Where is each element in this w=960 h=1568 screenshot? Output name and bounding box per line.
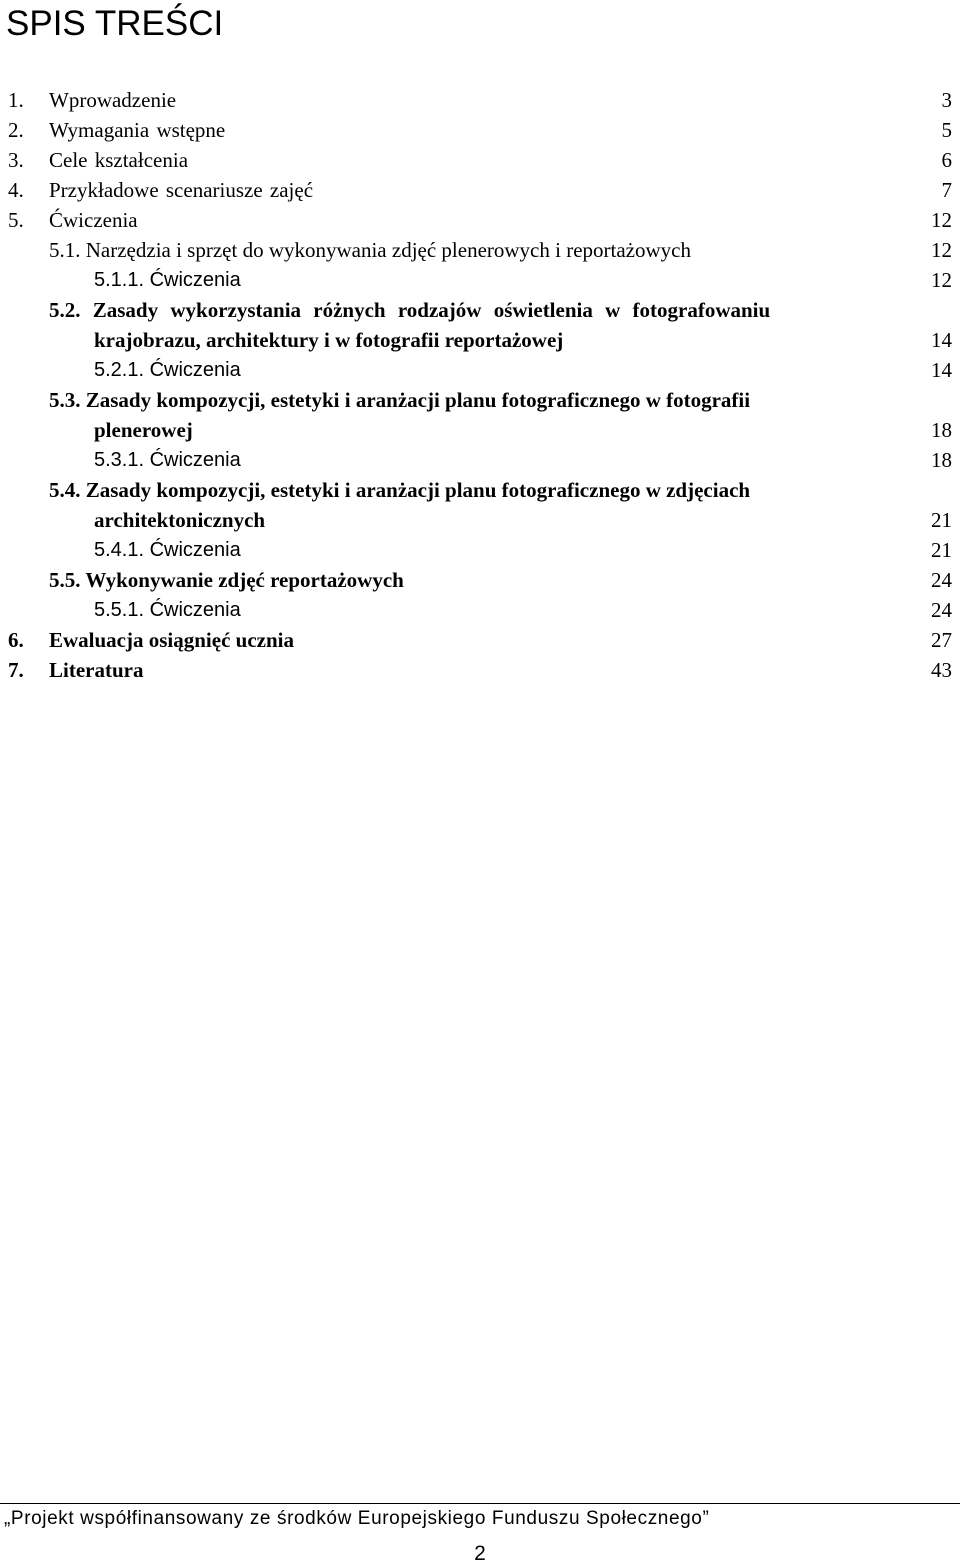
toc-entry-title: Literatura (49, 658, 144, 682)
toc-entry-number: 5. (8, 208, 24, 232)
toc-entry-5-1[interactable] (0, 235, 960, 265)
toc-entry-scenariusze[interactable] (0, 175, 960, 205)
toc-entry-5-5-1[interactable] (0, 595, 960, 625)
toc-entry-number: 1. (8, 88, 24, 112)
toc-entry-5-4[interactable] (0, 475, 960, 505)
toc-entry-5-4-continued[interactable] (0, 505, 960, 535)
toc-entry-page: 24 (931, 598, 952, 622)
toc-entry-title: 5.2. Zasady wykorzystania różnych rodzajów oświetlenia w fotografowaniu (49, 298, 771, 322)
toc-entry-5-5[interactable] (0, 565, 960, 595)
footer-divider (0, 1503, 960, 1504)
toc-entry-title: 5.1.1. Ćwiczenia (94, 269, 241, 291)
toc-entry-page: 14 (931, 328, 952, 352)
toc-entry-page: 3 (941, 88, 952, 112)
toc-entry-page: 14 (931, 358, 952, 382)
toc-entry-title: 5.3.1. Ćwiczenia (94, 449, 241, 471)
toc-entry-title: 5.1. Narzędzia i sprzęt do wykonywania zdjęć plenerowych i reportażowych (49, 238, 691, 262)
toc-entry-5-2-continued[interactable] (0, 325, 960, 355)
toc-entry-5-4-1[interactable] (0, 535, 960, 565)
toc-entry-title: 5.3. Zasady kompozycji, estetyki i aranżacji planu fotograficznego w fotografii (49, 388, 751, 412)
toc-entry-page: 43 (931, 658, 952, 682)
toc-entry-title: Przykładowe scenariusze zajęć (49, 178, 314, 202)
toc-entry-number: 4. (8, 178, 24, 202)
toc-entry-cele[interactable] (0, 145, 960, 175)
toc-entry-5-3-1[interactable] (0, 445, 960, 475)
footer-funding-note: „Projekt współfinansowany ze środków Europejskiego Funduszu Społecznego” (4, 1508, 710, 1529)
toc-entry-5-2-1[interactable] (0, 355, 960, 385)
toc-entry-title: Wprowadzenie (49, 88, 177, 112)
toc-entry-number: 7. (8, 658, 24, 682)
toc-entry-page: 12 (931, 268, 952, 292)
toc-entry-title: Wymagania wstępne (49, 118, 226, 142)
toc-entry-page: 6 (941, 148, 952, 172)
toc-entry-title: Ewaluacja osiągnięć ucznia (49, 628, 294, 652)
page-title: SPIS TREŚCI (6, 4, 224, 43)
toc-entry-title: 5.4.1. Ćwiczenia (94, 539, 241, 561)
toc-entry-page: 21 (931, 538, 952, 562)
toc-entry-title: Cele kształcenia (49, 148, 189, 172)
toc-entry-title: 5.5. Wykonywanie zdjęć reportażowych (49, 568, 404, 592)
toc-entry-5-1-1[interactable] (0, 265, 960, 295)
toc-entry-page: 12 (931, 208, 952, 232)
toc-entry-cwiczenia[interactable] (0, 205, 960, 235)
toc-entry-title: Ćwiczenia (49, 208, 138, 232)
toc-entry-ewaluacja[interactable] (0, 625, 960, 655)
toc-entry-5-3-continued[interactable] (0, 415, 960, 445)
toc-entry-literatura[interactable] (0, 655, 960, 685)
toc-entry-page: 12 (931, 238, 952, 262)
toc-entry-title: 5.5.1. Ćwiczenia (94, 599, 241, 621)
toc-entry-number: 3. (8, 148, 24, 172)
toc-entry-page: 18 (931, 418, 952, 442)
toc-entry-title-continued: architektonicznych (94, 508, 266, 532)
toc-entry-5-2[interactable] (0, 295, 960, 325)
toc-entry-title-continued: krajobrazu, architektury i w fotografii reportażowej (94, 328, 564, 352)
toc-entry-page: 7 (941, 178, 952, 202)
toc-entry-title: 5.4. Zasady kompozycji, estetyki i aranżacji planu fotograficznego w zdjęciach (49, 478, 751, 502)
toc-entry-page: 21 (931, 508, 952, 532)
toc-entry-wymagania[interactable] (0, 115, 960, 145)
page-number: 2 (474, 1542, 486, 1565)
toc-entry-5-3[interactable] (0, 385, 960, 415)
toc-entry-wprowadzenie[interactable] (0, 85, 960, 115)
toc-entry-page: 27 (931, 628, 952, 652)
toc-entry-number: 2. (8, 118, 24, 142)
toc-entry-number: 6. (8, 628, 24, 652)
toc-entry-title: 5.2.1. Ćwiczenia (94, 359, 241, 381)
toc-entry-page: 18 (931, 448, 952, 472)
toc-entry-page: 24 (931, 568, 952, 592)
toc-entry-page: 5 (941, 118, 952, 142)
toc-entry-title-continued: plenerowej (94, 418, 193, 442)
